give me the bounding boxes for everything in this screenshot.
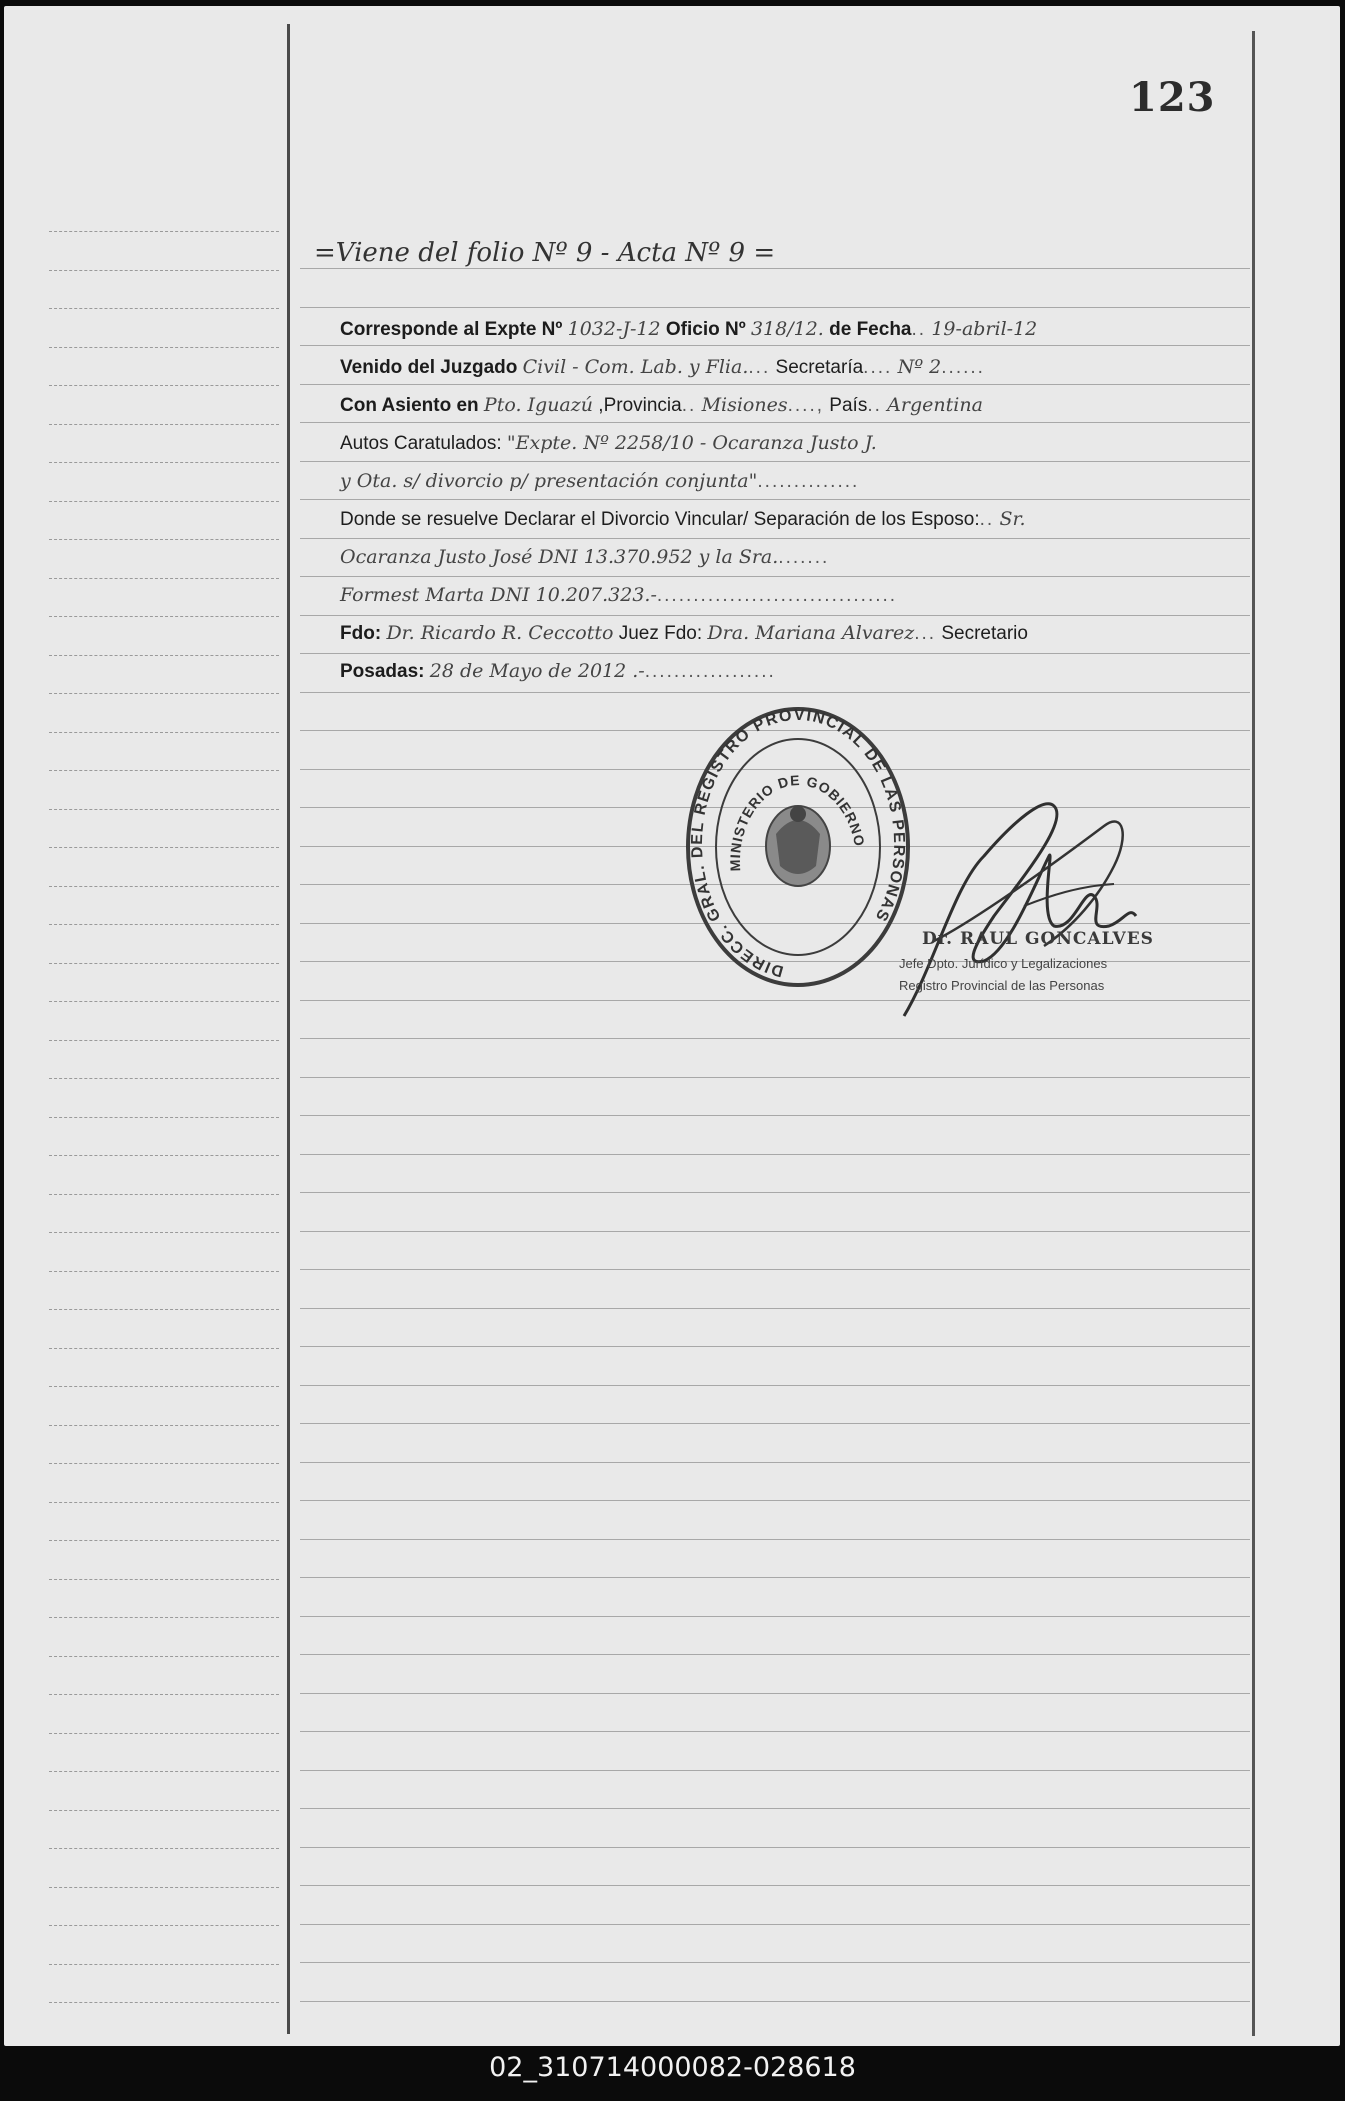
- ruled-line: [300, 576, 1250, 577]
- ruled-line: [49, 231, 279, 232]
- secretario-value: Dra. Mariana Alvarez: [707, 622, 915, 644]
- ruled-line: [300, 1192, 1250, 1193]
- ruled-line: [49, 809, 279, 810]
- ruled-line: [300, 1269, 1250, 1270]
- pais-label: País: [829, 395, 868, 416]
- resuelve-row-2: Ocaranza Justo José DNI 13.370.952 y la Sra........: [340, 546, 830, 568]
- ruled-line: [300, 1308, 1250, 1309]
- ruled-line: [49, 1463, 279, 1464]
- ruled-line: [49, 655, 279, 656]
- signatory-title-1: Jefe Dpto. Jurídico y Legalizaciones: [899, 956, 1108, 971]
- ruled-line: [300, 615, 1250, 616]
- document-page: [4, 6, 1340, 2046]
- ruled-line: [49, 462, 279, 463]
- juez-label: Juez Fdo:: [618, 623, 703, 644]
- firmas-row: Fdo: Dr. Ricardo R. Ceccotto Juez Fdo: Dra. Mariana Alvarez... Secretario: [340, 622, 1028, 644]
- ruled-line: [300, 307, 1250, 308]
- ruled-line: [49, 1617, 279, 1618]
- secretario-label: Secretario: [941, 623, 1028, 644]
- asiento-label: Con Asiento en: [340, 395, 479, 416]
- ruled-line: [300, 692, 1250, 693]
- seal-outer-text: DIRECC. GRAL. DEL REGISTRO PROVINCIAL DE LAS PERSONAS: [688, 706, 908, 980]
- ruled-line: [49, 1155, 279, 1156]
- ruled-line: [49, 886, 279, 887]
- ruled-line: [300, 1462, 1250, 1463]
- ruled-line: [300, 1770, 1250, 1771]
- header-note: =Viene del folio Nº 9 - Acta Nº 9 =: [314, 238, 776, 268]
- secretaria-label: Secretaría: [775, 357, 864, 378]
- asiento-value: Pto. Iguazú: [483, 394, 594, 416]
- autos-value-2: y Ota. s/ divorcio p/ presentación conjunta": [340, 470, 758, 492]
- ruled-line: [300, 1731, 1250, 1732]
- signatory-title-2: Registro Provincial de las Personas: [899, 978, 1105, 993]
- ruled-line: [49, 2002, 279, 2003]
- ruled-line: [300, 422, 1250, 423]
- ruled-line: [49, 616, 279, 617]
- asiento-row: Con Asiento en Pto. Iguazú ,Provincia.. Misiones...., País.. Argentina: [340, 394, 983, 416]
- ruled-line: [300, 1654, 1250, 1655]
- posadas-value: 28 de Mayo de 2012 .-: [429, 660, 645, 682]
- ruled-line: [49, 924, 279, 925]
- ruled-line: [49, 770, 279, 771]
- fecha-value: 19-abril-12: [931, 318, 1038, 340]
- ruled-line: [300, 461, 1250, 462]
- ruled-line: [49, 1540, 279, 1541]
- signature-scribble: [874, 766, 1194, 1036]
- autos-row: [340, 432, 877, 455]
- expte-value: 1032-J-12: [567, 318, 661, 340]
- seal-inner-text: MINISTERIO DE GOBIERNO: [726, 772, 868, 872]
- posadas-row: Posadas: 28 de Mayo de 2012 .-..................: [340, 660, 776, 682]
- ruled-line: [300, 1539, 1250, 1540]
- ruled-line: [49, 1194, 279, 1195]
- ruled-line: [49, 270, 279, 271]
- coat-of-arms-icon: [766, 806, 830, 886]
- autos-label: Autos Caratulados:: [340, 433, 502, 454]
- secretaria-value: Nº 2: [897, 356, 942, 378]
- ruled-line: [49, 1771, 279, 1772]
- ruled-line: [49, 1040, 279, 1041]
- resuelve-value-3: Formest Marta DNI 10.207.323.-: [340, 584, 657, 606]
- ruled-line: [49, 1579, 279, 1580]
- provincia-label: Provincia: [603, 395, 682, 416]
- ruled-line: [49, 1232, 279, 1233]
- resuelve-value-1: Sr.: [999, 508, 1026, 530]
- posadas-label: Posadas:: [340, 661, 425, 682]
- ruled-line: [300, 1154, 1250, 1155]
- ruled-line: [300, 1115, 1250, 1116]
- ruled-line: [49, 732, 279, 733]
- ruled-line: [300, 268, 1250, 269]
- ruled-line: [49, 1117, 279, 1118]
- autos-row-2: y Ota. s/ divorcio p/ presentación conjunta"..............: [340, 470, 860, 492]
- ruled-line: [49, 1964, 279, 1965]
- ruled-line: [300, 1346, 1250, 1347]
- ruled-line: [49, 1656, 279, 1657]
- oficio-label: Oficio Nº: [665, 319, 746, 340]
- resuelve-row-3: Formest Marta DNI 10.207.323.-.................................: [340, 584, 898, 606]
- signatory-name: Dr. RAUL GONCALVES: [922, 929, 1154, 949]
- ruled-line: [49, 1386, 279, 1387]
- ruled-line: [300, 1423, 1250, 1424]
- folio-number: 123: [1129, 74, 1216, 121]
- pais-value: Argentina: [887, 394, 983, 416]
- ruled-line: [49, 385, 279, 386]
- image-caption: 02_310714000082-028618: [489, 2052, 856, 2083]
- juzgado-row: Venido del Juzgado Civil - Com. Lab. y Flia.... Secretaría.... Nº 2......: [340, 356, 985, 378]
- juzgado-label: Venido del Juzgado: [340, 357, 518, 378]
- ruled-line: [300, 1847, 1250, 1848]
- ruled-line: [300, 1038, 1250, 1039]
- resuelve-row: Donde se resuelve Declarar el Divorcio Vincular/ Separación de los Esposo:.. Sr.: [340, 508, 1026, 530]
- juez-value: Dr. Ricardo R. Ceccotto: [386, 622, 614, 644]
- ruled-line: [300, 1616, 1250, 1617]
- fdo-label: Fdo:: [340, 623, 382, 644]
- ruled-line: [49, 963, 279, 964]
- autos-value-1: "Expte. Nº 2258/10 - Ocaranza Justo J.: [506, 432, 877, 454]
- ruled-line: [49, 1425, 279, 1426]
- ruled-line: [49, 1001, 279, 1002]
- oficio-value: 318/12.: [750, 318, 824, 340]
- ruled-line: [49, 1810, 279, 1811]
- ruled-line: [49, 539, 279, 540]
- ruled-line: [300, 1077, 1250, 1078]
- ruled-line: [300, 1231, 1250, 1232]
- ruled-line: [49, 501, 279, 502]
- ruled-line: [300, 1500, 1250, 1501]
- margin-line: [287, 24, 290, 2034]
- ruled-line: [49, 693, 279, 694]
- ruled-line: [49, 578, 279, 579]
- ruled-line: [300, 1577, 1250, 1578]
- expediente-row: Corresponde al Expte Nº 1032-J-12 Oficio Nº 318/12. de Fecha.. 19-abril-12: [340, 318, 1038, 340]
- resuelve-label: Donde se resuelve Declarar el Divorcio Vincular/ Separación de los Esposo:: [340, 509, 980, 530]
- ruled-line: [300, 1808, 1250, 1809]
- ruled-line: [300, 1693, 1250, 1694]
- ruled-line: [49, 347, 279, 348]
- ruled-line: [49, 1348, 279, 1349]
- ruled-line: [300, 2001, 1250, 2002]
- ruled-line: [300, 1885, 1250, 1886]
- ruled-line: [49, 308, 279, 309]
- ruled-line: [49, 1733, 279, 1734]
- page-edge: [1252, 31, 1255, 2036]
- ruled-line: [300, 384, 1250, 385]
- ruled-line: [49, 1309, 279, 1310]
- resuelve-value-2: Ocaranza Justo José DNI 13.370.952 y la Sra.: [340, 546, 779, 568]
- ruled-line: [49, 1271, 279, 1272]
- ruled-line: [49, 1078, 279, 1079]
- ruled-line: [49, 1887, 279, 1888]
- corresponde-label: Corresponde al Expte Nº: [340, 319, 563, 340]
- provincia-value: Misiones: [701, 394, 788, 416]
- juzgado-value: Civil - Com. Lab. y Flia.: [522, 356, 749, 378]
- ruled-line: [300, 538, 1250, 539]
- ruled-line: [49, 1502, 279, 1503]
- fecha-label: de Fecha: [829, 319, 912, 340]
- ruled-line: [300, 653, 1250, 654]
- ruled-line: [49, 847, 279, 848]
- ruled-line: [49, 1694, 279, 1695]
- ruled-line: [300, 499, 1250, 500]
- ruled-line: [300, 1385, 1250, 1386]
- ruled-line: [300, 1962, 1250, 1963]
- ruled-line: [49, 424, 279, 425]
- ruled-line: [49, 1848, 279, 1849]
- ruled-line: [300, 345, 1250, 346]
- ruled-line: [300, 1924, 1250, 1925]
- ruled-line: [49, 1925, 279, 1926]
